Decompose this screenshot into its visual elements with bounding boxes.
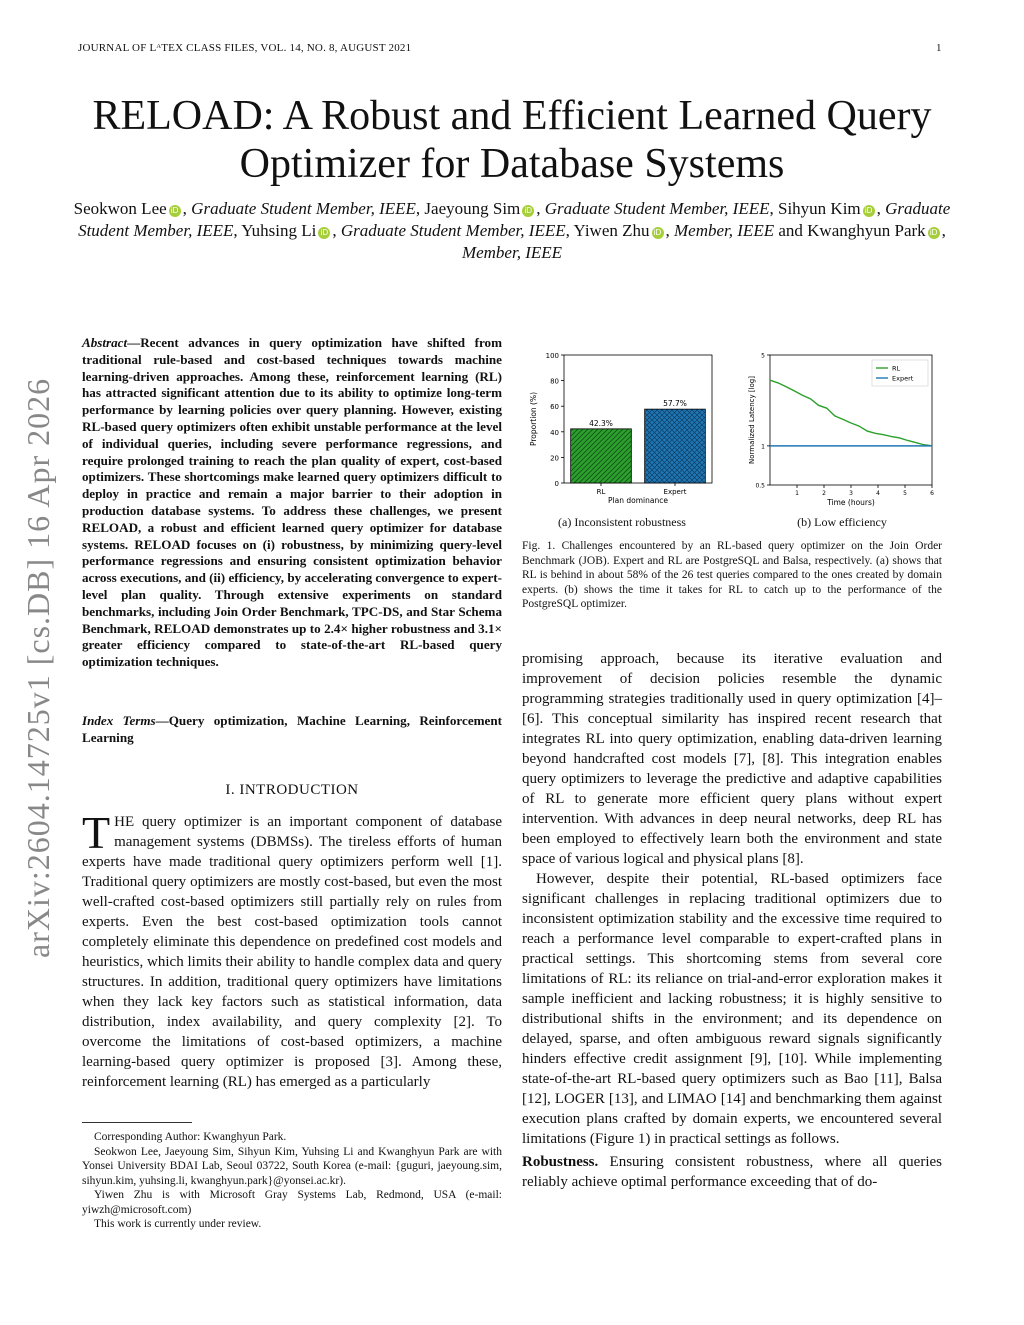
x-tick-label: RL	[596, 488, 606, 496]
x-tick-label: 5	[903, 490, 907, 497]
figure-1a-bar-chart	[522, 345, 722, 513]
robustness-label: Robustness.	[522, 1154, 599, 1170]
robustness-text: Ensuring consistent robustness, where all queries reliably achieve optimal performance exceeding that of do-	[522, 1154, 942, 1190]
section-heading: I. INTRODUCTION	[225, 782, 359, 798]
bar	[571, 429, 632, 483]
subcaption-b: (b) Low efficiency	[797, 515, 887, 529]
y-axis-label: Normalized Latency [log]	[748, 376, 756, 464]
author-affiliation: Graduate Student Member, IEEE	[191, 199, 416, 218]
abstract-label: Abstract	[82, 335, 128, 350]
bar	[645, 409, 706, 483]
intro-text: HE query optimizer is an important component of database management systems (DBMSs). The tireless efforts of human experts have made traditional query optimizers perform well [1]. Traditional query optimizers are mostly cost-based, but even the most well-crafted cost-based optimizers still partially rely on rules from experts. Even the best cost-based optimization tools cannot completely eliminate this dependence on predefined cost models and heuristics, which limits their ability to handle complex data and query structures. In addition, traditional query optimizers have limitations when they lack key factors such as statistical information, data distribution, index availability, and query complexity [2]. To overcome the limitations of cost-based optimizers, a machine learning-based query optimizer is proposed [3]. Among these, reinforcement learning (RL) has emerged as a particularly	[82, 814, 502, 1090]
author-name: Sihyun Kim	[778, 199, 861, 218]
arxiv-identifier-stamp: arXiv:2604.14725v1 [cs.DB] 16 Apr 2026	[20, 377, 56, 958]
author-affiliation: Graduate Student Member, IEEE	[544, 199, 770, 218]
author-affiliation: Member, IEEE	[674, 221, 775, 240]
index-terms-label: Index Terms	[82, 713, 156, 728]
orcid-icon[interactable]: iD	[863, 205, 875, 217]
author-name: Seokwon Lee	[73, 199, 167, 218]
orcid-icon[interactable]: iD	[169, 205, 181, 217]
right-column-body	[522, 649, 942, 1192]
orcid-icon[interactable]: iD	[318, 227, 330, 239]
orcid-icon[interactable]: iD	[928, 227, 940, 239]
author-affiliation: Member, IEEE	[461, 243, 563, 262]
x-tick-label: 2	[822, 490, 826, 497]
y-axis-label: Proportion (%)	[529, 391, 538, 447]
series-line-rl	[770, 380, 932, 446]
footnote: Seokwon Lee, Jaeyoung Sim, Sihyun Kim, Yuhsing Li and Kwanghyun Park are with Yonsei University BDAI Lab, Seoul 03722, South Korea (e-mail: {guguri, jaeyoung.sim, sihyun.kim, yuhsing.li, kwanghyun.park}@yonsei.ac.kr).	[82, 1145, 502, 1187]
data-label: 57.7%	[663, 399, 687, 409]
y-tick-label: 60	[550, 403, 559, 412]
author-name: Yiwen Zhu	[573, 221, 650, 240]
footnote: Corresponding Author: Kwanghyun Park.	[94, 1131, 287, 1143]
robustness-paragraph	[522, 1152, 942, 1192]
y-tick-label: 5	[761, 352, 765, 360]
author-affiliation: Graduate Student Member, IEEE	[78, 199, 951, 240]
author-name: Yuhsing Li	[241, 221, 317, 240]
x-tick-label: Expert	[663, 488, 687, 496]
running-header: JOURNAL OF LᴬTEX CLASS FILES, VOL. 14, NO. 8, AUGUST 2021	[78, 42, 412, 54]
abstract	[82, 335, 502, 671]
subcaption-a: (a) Inconsistent robustness	[558, 515, 686, 529]
figure-1b-line-chart	[742, 345, 942, 513]
y-tick-label: 0	[554, 480, 559, 488]
x-tick-label: 3	[849, 490, 853, 497]
author-name: Jaeyoung Sim	[424, 199, 521, 218]
x-axis-label: Plan dominance	[608, 496, 668, 505]
footnotes	[82, 1130, 502, 1232]
y-tick-label: 100	[545, 352, 559, 360]
y-tick-label: 80	[550, 377, 559, 386]
y-tick-label: 40	[550, 428, 559, 437]
y-tick-label: 20	[550, 454, 559, 463]
legend-label: RL	[892, 364, 901, 373]
orcid-icon[interactable]: iD	[522, 205, 534, 217]
x-tick-label: 1	[795, 490, 799, 497]
index-terms-text: —Query optimization, Machine Learning, Reinforcement Learning	[82, 713, 502, 745]
data-label: 42.3%	[589, 418, 613, 428]
drop-cap: T	[82, 807, 111, 858]
footnote-divider	[82, 1122, 192, 1123]
footnote: Yiwen Zhu is with Microsoft Gray Systems Lab, Redmond, USA (e-mail: yiwzh@microsoft.com)	[82, 1189, 502, 1216]
y-tick-label: 1	[761, 443, 765, 451]
x-tick-label: 4	[876, 490, 880, 497]
index-terms	[82, 713, 502, 747]
paragraph: However, despite their potential, RL-based optimizers face significant challenges in replacing traditional optimizers due to inconsistent optimization stability and the excessive time required to reach a performance level comparable to expert-crafted plans in practical settings. This shortcoming stems from several core limitations of RL: its reliance on trial-and-error exploration makes it sample inefficient and lacking robustness; it is highly sensitive to distributional shifts in the environment; and its dependence on delayed, sparse, and often ambiguous reward signals significantly hinders effective credit assignment [9], [10]. While implementing state-of-the-art RL-based query optimizers such as Bao [11], Balsa [12], LOGER [13], and LIMAO [14] and benchmarking them against execution plans crafted by domain experts, we encountered several limitations (Figure 1) in practical settings as follows.	[522, 871, 942, 1147]
author-affiliation: Graduate Student Member, IEEE	[340, 221, 566, 240]
x-tick-label: 6	[930, 490, 934, 497]
paragraph: promising approach, because its iterative evaluation and improvement of decision policies resemble the dynamic programming strategies traditionally used in query optimization [4]–[6]. This conceptual similarity has inspired recent research that integrates RL into query optimization, enabling data-driven learning beyond handcrafted cost models [7], [8]. This integration enables query optimizers to leverage the predictive and adaptive capabilities of RL to generate more efficient query plans without expert intervention. With advances in deep neural networks, deep RL has been employed to effectively learn both the environment and state space of various logical and physical plans [8].	[522, 651, 942, 867]
y-tick-label: 0.5	[755, 482, 765, 490]
figure-caption: Fig. 1. Challenges encountered by an RL-based query optimizer on the Join Order Benchmark (JOB). Expert and RL are PostgreSQL and Balsa, respectively. (a) shows that RL is behind in about 58% of the 26 test queries compared to the ones created by domain experts. (b) shows the time it takes for RL to catch up to the performance of the PostgreSQL optimizer.	[522, 540, 942, 610]
abstract-text: —Recent advances in query optimization have shifted from traditional rule-based and cost-based techniques towards machine learning-driven approaches. Among these, reinforcement learning (RL) has attracted significant attention due to its ability to optimize long-term performance by learning policies over query planning. However, existing RL-based query optimizers often exhibit unstable performance at the level of individual queries, including severe performance regressions, and require prolonged training to reach the plan quality of expert, cost-based optimizers. These shortcomings make learned query optimizers difficult to deploy in practice and remain a major barrier to their adoption in production database systems. To address these challenges, we present RELOAD, a robust and efficient learned query optimizer for database systems. RELOAD focuses on (i) robustness, by minimizing query-level performance regressions and ensuring consistent optimization behavior across executions, and (ii) efficiency, by accelerating convergence to expert-level plan quality. Through extensive experiments on standard benchmarks, including Join Order Benchmark, TPC-DS, and Star Schema Benchmark, RELOAD demonstrates up to 2.4× higher robustness and 3.1× greater efficiency compared to state-of-the-art RL-based query optimization techniques.	[82, 335, 502, 670]
author-name: Kwanghyun Park	[807, 221, 926, 240]
intro-paragraph	[82, 807, 502, 1092]
x-axis-label: Time (hours)	[827, 498, 875, 507]
orcid-icon[interactable]: iD	[652, 227, 664, 239]
legend-label: Expert	[892, 374, 914, 383]
page-number: 1	[936, 42, 942, 54]
author-list: Seokwon Lee iD , Graduate Student Member, IEEE, Jaeyoung Sim iD , Graduate Student Member, IEEE, Sihyun Kim iD , Graduate Student Member, IEEE, Yuhsing Li iD , Graduate Student Member, IEEE, Yiwen Zhu iD , Member, IEEE and Kwanghyun Park iD , Member, IEEE	[73, 199, 951, 262]
paper-title: RELOAD: A Robust and Efficient Learned Query Optimizer for Database Systems	[92, 93, 932, 187]
footnote: This work is currently under review.	[94, 1218, 262, 1230]
